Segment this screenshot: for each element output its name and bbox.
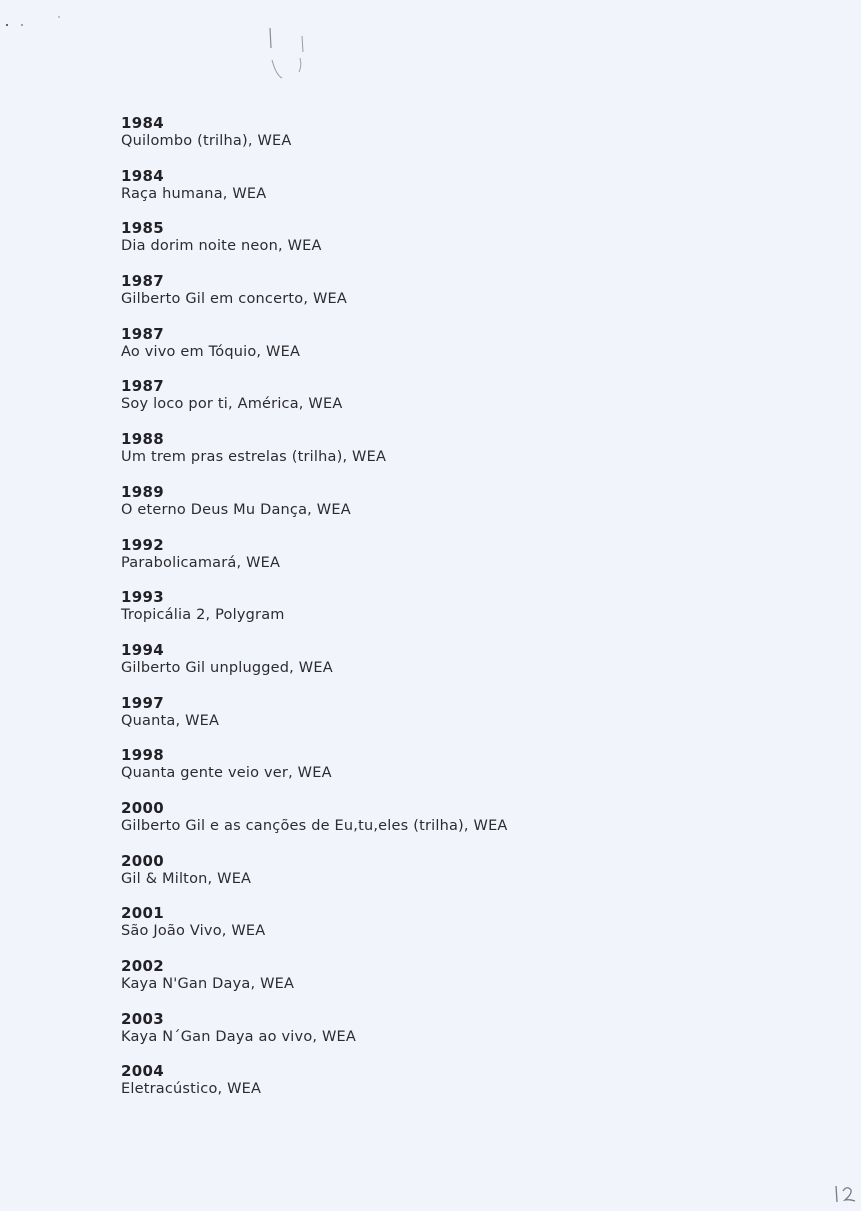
discography-entry <box>121 219 741 272</box>
discography-entry <box>121 1062 741 1115</box>
entry-album: Raça humana, WEA <box>121 185 267 202</box>
entry-year: 2001 <box>121 904 164 923</box>
entry-album: Quanta, WEA <box>121 712 220 729</box>
discography-list <box>121 114 741 1115</box>
entry-year: 1985 <box>121 219 164 238</box>
discography-entry <box>121 272 741 325</box>
entry-album: Eletracústico, WEA <box>121 1081 262 1098</box>
entry-album: Ao vivo em Tóquio, WEA <box>121 343 301 360</box>
entry-year: 1992 <box>121 535 164 554</box>
entry-year: 2000 <box>121 798 164 817</box>
entry-album: Kaya N´Gan Daya ao vivo, WEA <box>121 1028 357 1045</box>
entry-year: 1987 <box>121 324 164 343</box>
discography-entry <box>121 799 741 852</box>
discography-entry <box>121 483 741 536</box>
discography-entry <box>121 430 741 483</box>
entry-album: Dia dorim noite neon, WEA <box>121 238 322 255</box>
discography-entry <box>121 746 741 799</box>
entry-year: 1987 <box>121 377 164 396</box>
entry-year: 1989 <box>121 482 164 501</box>
discography-entry <box>121 641 741 694</box>
scan-specks <box>4 14 74 28</box>
entry-album: O eterno Deus Mu Dança, WEA <box>121 501 351 518</box>
discography-entry <box>121 852 741 905</box>
entry-album: Um trem pras estrelas (trilha), WEA <box>121 449 387 466</box>
discography-entry <box>121 536 741 589</box>
entry-album: São João Vivo, WEA <box>121 923 266 940</box>
entry-year: 1994 <box>121 640 164 659</box>
entry-year: 2004 <box>121 1062 164 1081</box>
discography-entry <box>121 957 741 1010</box>
entry-year: 2000 <box>121 851 164 870</box>
handwritten-page-number <box>832 1182 860 1206</box>
entry-year: 1988 <box>121 430 164 449</box>
discography-entry <box>121 588 741 641</box>
entry-year: 2003 <box>121 1009 164 1028</box>
entry-year: 1984 <box>121 166 164 185</box>
discography-entry <box>121 904 741 957</box>
entry-album: Gilberto Gil e as canções de Eu,tu,eles (trilha), WEA <box>121 817 508 834</box>
entry-year: 1998 <box>121 746 164 765</box>
entry-album: Gilberto Gil em concerto, WEA <box>121 291 347 308</box>
discography-entry <box>121 1010 741 1063</box>
entry-album: Soy loco por ti, América, WEA <box>121 396 343 413</box>
entry-album: Gilberto Gil unplugged, WEA <box>121 659 333 676</box>
entry-album: Quanta gente veio ver, WEA <box>121 765 332 782</box>
entry-year: 1984 <box>121 114 164 132</box>
staple-marks <box>262 0 322 82</box>
entry-album: Parabolicamará, WEA <box>121 554 281 571</box>
discography-entry <box>121 114 741 167</box>
discography-entry <box>121 167 741 220</box>
discography-entry <box>121 694 741 747</box>
entry-album: Kaya N'Gan Daya, WEA <box>121 976 295 992</box>
entry-year: 1987 <box>121 272 164 291</box>
discography-entry <box>121 325 741 378</box>
entry-album: Tropicália 2, Polygram <box>121 607 285 624</box>
entry-album: Gil & Milton, WEA <box>121 870 252 887</box>
discography-entry <box>121 377 741 430</box>
entry-year: 1993 <box>121 588 164 607</box>
entry-year: 2002 <box>121 957 164 975</box>
entry-album: Quilombo (trilha), WEA <box>121 133 292 149</box>
entry-year: 1997 <box>121 693 164 712</box>
